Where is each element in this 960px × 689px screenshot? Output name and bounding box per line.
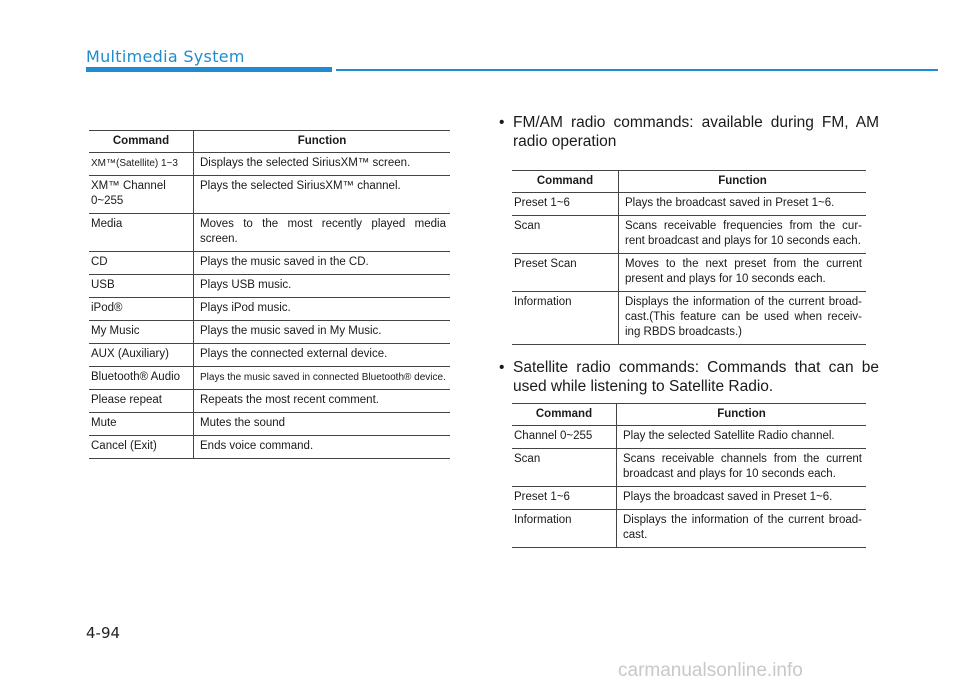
function-cell: Plays the broadcast saved in Preset 1~6. (619, 193, 867, 216)
function-cell: Moves to the most recently played media screen. (194, 214, 451, 252)
table-row (512, 254, 866, 292)
satellite-command-table (512, 403, 866, 548)
table-row (89, 367, 450, 390)
function-cell: Plays the connected external device. (194, 344, 451, 367)
command-cell: Mute (89, 413, 194, 436)
function-cell: Plays the music saved in My Music. (194, 321, 451, 344)
watermark: carmanualsonline.info (618, 660, 803, 681)
command-cell: Channel 0~255 (512, 426, 617, 449)
function-cell: Plays USB music. (194, 275, 451, 298)
command-cell: My Music (89, 321, 194, 344)
function-cell: Moves to the next preset from the current present and plays for 10 seconds each. (619, 254, 867, 292)
column-header-function: Function (194, 131, 451, 153)
column-header-command: Command (512, 404, 617, 426)
command-cell: Bluetooth® Audio (89, 367, 194, 390)
table-row (89, 214, 450, 252)
command-cell: XM™(Satellite) 1~3 (89, 153, 194, 176)
column-header-command: Command (89, 131, 194, 153)
function-cell: Displays the information of the current broad-cast. (617, 510, 867, 548)
table-row (89, 252, 450, 275)
header-bar-thick (86, 67, 332, 72)
voice-command-table (89, 130, 450, 459)
table-row (89, 298, 450, 321)
function-cell: Displays the selected SiriusXM™ screen. (194, 153, 451, 176)
table-row (89, 275, 450, 298)
command-cell: Cancel (Exit) (89, 436, 194, 459)
function-cell: Plays the music saved in connected Bluetooth® device. (194, 367, 451, 390)
command-cell: iPod® (89, 298, 194, 321)
page-number: 4-94 (86, 624, 121, 642)
column-header-function: Function (619, 171, 867, 193)
function-cell: Scans receivable channels from the current broadcast and plays for 10 seconds each. (617, 449, 867, 487)
column-header-command: Command (512, 171, 619, 193)
table-row (512, 510, 866, 548)
command-cell: USB (89, 275, 194, 298)
function-cell: Scans receivable frequencies from the cur-rent broadcast and plays for 10 seconds each. (619, 216, 867, 254)
function-cell: Plays the broadcast saved in Preset 1~6. (617, 487, 867, 510)
command-cell: Scan (512, 216, 619, 254)
header-bar-thin (336, 69, 938, 71)
table-row (512, 487, 866, 510)
function-cell: Displays the information of the current broad-cast.(This feature can be used when receiv-ing RBDS broadcasts.) (619, 292, 867, 345)
bullet-text: FM/AM radio commands: available during FM, AM radio operation (513, 114, 879, 150)
section-title: Multimedia System (86, 47, 245, 66)
table-row (89, 321, 450, 344)
command-cell: Media (89, 214, 194, 252)
command-cell: AUX (Auxiliary) (89, 344, 194, 367)
table-row (512, 193, 866, 216)
table-row (512, 292, 866, 345)
table-row (512, 426, 866, 449)
satellite-bullet (499, 358, 879, 396)
table-row (89, 344, 450, 367)
table-row (89, 176, 450, 214)
function-cell: Mutes the sound (194, 413, 451, 436)
function-cell: Plays iPod music. (194, 298, 451, 321)
table-row (89, 413, 450, 436)
command-cell: XM™ Channel 0~255 (89, 176, 194, 214)
column-header-function: Function (617, 404, 867, 426)
command-cell: Please repeat (89, 390, 194, 413)
function-cell: Repeats the most recent comment. (194, 390, 451, 413)
bullet-text: Satellite radio commands: Commands that can be used while listening to Satellite Radio. (513, 359, 879, 395)
command-cell: CD (89, 252, 194, 275)
command-cell: Preset 1~6 (512, 193, 619, 216)
command-cell: Information (512, 292, 619, 345)
table-row (89, 436, 450, 459)
command-cell: Preset Scan (512, 254, 619, 292)
bullet-icon: • (499, 114, 505, 131)
bullet-icon: • (499, 359, 505, 376)
table-row (512, 216, 866, 254)
table-row (89, 390, 450, 413)
function-cell: Play the selected Satellite Radio channel. (617, 426, 867, 449)
function-cell: Ends voice command. (194, 436, 451, 459)
fm-am-command-table (512, 170, 866, 345)
fm-am-bullet (499, 113, 879, 151)
command-cell: Preset 1~6 (512, 487, 617, 510)
function-cell: Plays the selected SiriusXM™ channel. (194, 176, 451, 214)
function-cell: Plays the music saved in the CD. (194, 252, 451, 275)
table-row (89, 153, 450, 176)
table-row (512, 449, 866, 487)
command-cell: Scan (512, 449, 617, 487)
command-cell: Information (512, 510, 617, 548)
